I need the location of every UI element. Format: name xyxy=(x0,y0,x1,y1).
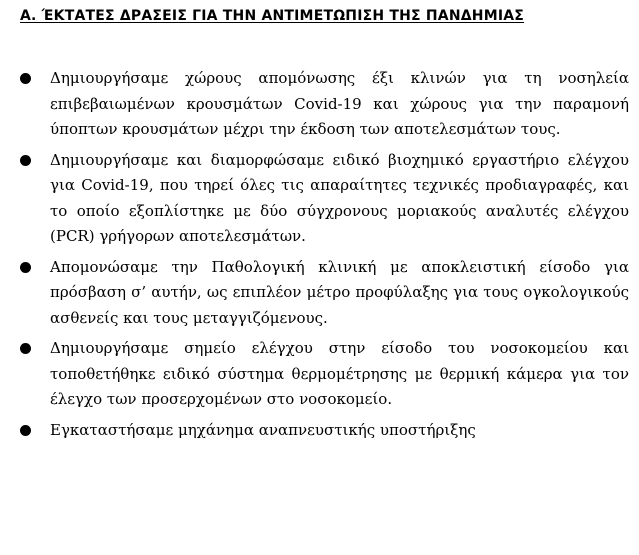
bullet-icon xyxy=(20,425,31,436)
list-item xyxy=(0,336,639,413)
list-item-text: Απομονώσαμε την Παθολογική κλινική με αποκλειστική είσοδο για πρόσβαση σ’ αυτήν, ως επιπλέον μέτρο προφύλαξης για τους ογκολογικούς ασθενείς και τους μεταγγιζόμενους. xyxy=(50,257,629,327)
list-item-text: Εγκαταστήσαμε μηχάνημα αναπνευστικής υποστήριξης xyxy=(50,420,476,439)
section-heading: Α. ΈΚΤΑΤΕΣ ΔΡΑΣΕΙΣ ΓΙΑ ΤΗΝ ΑΝΤΙΜΕΤΩΠΙΣΗ ΤΗΣ ΠΑΝΔΗΜΙΑΣ xyxy=(20,8,525,24)
list-item-text: Δημιουργήσαμε και διαμορφώσαμε ειδικό βιοχημικό εργαστήριο ελέγχου για Covid-19, που τηρεί όλες τις απαραίτητες τεχνικές προδιαγραφές, και το οποίο εξοπλίστηκε με δύο σύγχρονους μοριακούς αναλυτές ελέγχου (PCR) γρήγορων αποτελεσμάτων. xyxy=(50,150,629,245)
list-item xyxy=(0,66,639,143)
actions-list xyxy=(0,66,639,448)
bullet-icon xyxy=(20,73,31,84)
bullet-icon xyxy=(20,155,31,166)
bullet-icon xyxy=(20,262,31,273)
list-item xyxy=(0,255,639,332)
list-item-text: Δημιουργήσαμε σημείο ελέγχου στην είσοδο του νοσοκομείου και τοποθετήθηκε ειδικό σύστημα θερμομέτρησης με θερμική κάμερα για τον έλεγχο των προσερχομένων στο νοσοκομείο. xyxy=(50,339,629,408)
list-item-text: Δημιουργήσαμε χώρους απομόνωσης έξι κλινών για τη νοσηλεία επιβεβαιωμένων κρουσμάτων Covid-19 και χώρους για την παραμονή ύποπτων κρουσμάτων μέχρι την έκδοση των αποτελεσμάτων τους. xyxy=(50,69,629,138)
list-item xyxy=(0,418,639,444)
bullet-icon xyxy=(20,343,31,354)
list-item xyxy=(0,148,639,250)
